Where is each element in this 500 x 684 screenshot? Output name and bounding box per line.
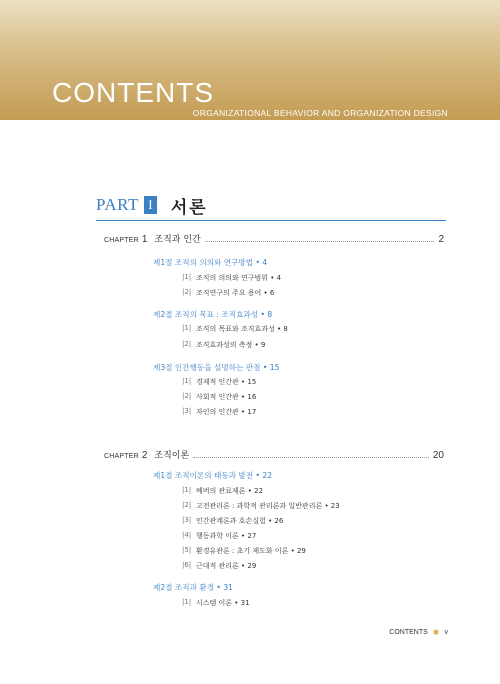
item-number: |6| bbox=[182, 561, 192, 569]
part-title: 서론 bbox=[170, 197, 208, 218]
chapter-number: 2 bbox=[141, 450, 148, 461]
page-number: v bbox=[444, 629, 448, 636]
section-heading[interactable]: 제1절 조직의 의의와 연구방법 • 4 bbox=[153, 258, 268, 267]
toc-item[interactable] bbox=[182, 516, 283, 526]
item-title: 자인의 인간관 • 17 bbox=[196, 408, 257, 416]
chapter-title: 조직과 인간 bbox=[154, 235, 201, 245]
toc-item[interactable] bbox=[182, 561, 256, 571]
toc-item[interactable] bbox=[182, 407, 256, 417]
section-heading[interactable]: 제2절 조직의 목표 : 조직효과성 • 8 bbox=[153, 310, 273, 319]
toc-item[interactable] bbox=[182, 501, 340, 511]
item-title: 조직의 목표와 조직효과성 • 8 bbox=[196, 325, 288, 333]
part-divider bbox=[96, 220, 446, 221]
item-number: |2| bbox=[182, 288, 192, 296]
item-title: 행동과학 이론 • 27 bbox=[196, 532, 257, 540]
leader-dots bbox=[193, 449, 429, 458]
page-title: CONTENTS bbox=[52, 77, 214, 108]
item-number: |2| bbox=[182, 392, 192, 400]
footer-label: CONTENTS bbox=[389, 629, 428, 636]
item-number: |5| bbox=[182, 546, 192, 554]
item-number: |1| bbox=[182, 273, 192, 281]
item-number: |1| bbox=[182, 324, 192, 332]
item-number: |3| bbox=[182, 516, 192, 524]
item-title: 조직연구의 주요 용어 • 6 bbox=[196, 289, 275, 297]
toc-item[interactable] bbox=[182, 324, 288, 334]
item-title: 시스템 이론 • 31 bbox=[196, 599, 250, 607]
leader-dots bbox=[205, 233, 435, 242]
toc-item[interactable] bbox=[182, 377, 256, 387]
chapter-page: 20 bbox=[432, 450, 444, 461]
chapter-entry[interactable] bbox=[104, 448, 444, 462]
header-banner bbox=[0, 0, 500, 120]
page-subtitle: ORGANIZATIONAL BEHAVIOR AND ORGANIZATION DESIGN bbox=[192, 108, 448, 118]
item-number: |2| bbox=[182, 501, 192, 509]
part-label: PART bbox=[96, 195, 139, 214]
item-title: 경제적 인간관 • 15 bbox=[196, 378, 257, 386]
toc-item[interactable] bbox=[182, 273, 281, 283]
toc-item[interactable] bbox=[182, 392, 256, 402]
item-number: |2| bbox=[182, 340, 192, 348]
item-title: 베버의 관료제론 • 22 bbox=[196, 487, 264, 495]
chapter-title: 조직이론 bbox=[154, 451, 190, 461]
page-footer bbox=[389, 628, 448, 637]
part-heading bbox=[96, 192, 208, 218]
part-number-badge: I bbox=[144, 196, 157, 214]
item-title: 고전관리론 : 과학적 관리론과 일반관리론 • 23 bbox=[196, 502, 340, 510]
item-number: |1| bbox=[182, 377, 192, 385]
chapter-label: CHAPTER bbox=[104, 237, 139, 244]
item-number: |1| bbox=[182, 598, 192, 606]
chapter-page: 2 bbox=[438, 234, 444, 245]
toc-item[interactable] bbox=[182, 546, 306, 556]
item-title: 환경유관론 : 초기 제도화 이론 • 29 bbox=[196, 547, 306, 555]
item-title: 조직효과성의 측정 • 9 bbox=[196, 341, 266, 349]
toc-item[interactable] bbox=[182, 531, 256, 541]
chapter-entry[interactable] bbox=[104, 232, 444, 246]
item-number: |3| bbox=[182, 407, 192, 415]
item-title: 조직의 의의와 연구범위 • 4 bbox=[196, 274, 282, 282]
item-title: 사회적 인간관 • 16 bbox=[196, 393, 257, 401]
star-icon: ✱ bbox=[432, 628, 440, 637]
section-heading[interactable]: 제3절 인간행동을 설명하는 관점 • 15 bbox=[153, 363, 280, 372]
chapter-label: CHAPTER bbox=[104, 453, 139, 460]
toc-item[interactable] bbox=[182, 486, 263, 496]
item-number: |1| bbox=[182, 486, 192, 494]
chapter-number: 1 bbox=[141, 234, 148, 245]
item-title: 근대적 관리론 • 29 bbox=[196, 562, 257, 570]
item-title: 인간관계론과 호손실험 • 26 bbox=[196, 517, 284, 525]
toc-item[interactable] bbox=[182, 598, 250, 608]
toc-item[interactable] bbox=[182, 288, 274, 298]
section-heading[interactable]: 제2절 조직과 환경 • 31 bbox=[153, 583, 233, 592]
item-number: |4| bbox=[182, 531, 192, 539]
toc-item[interactable] bbox=[182, 340, 265, 350]
section-heading[interactable]: 제1절 조직이론의 태동과 발전 • 22 bbox=[153, 471, 273, 480]
